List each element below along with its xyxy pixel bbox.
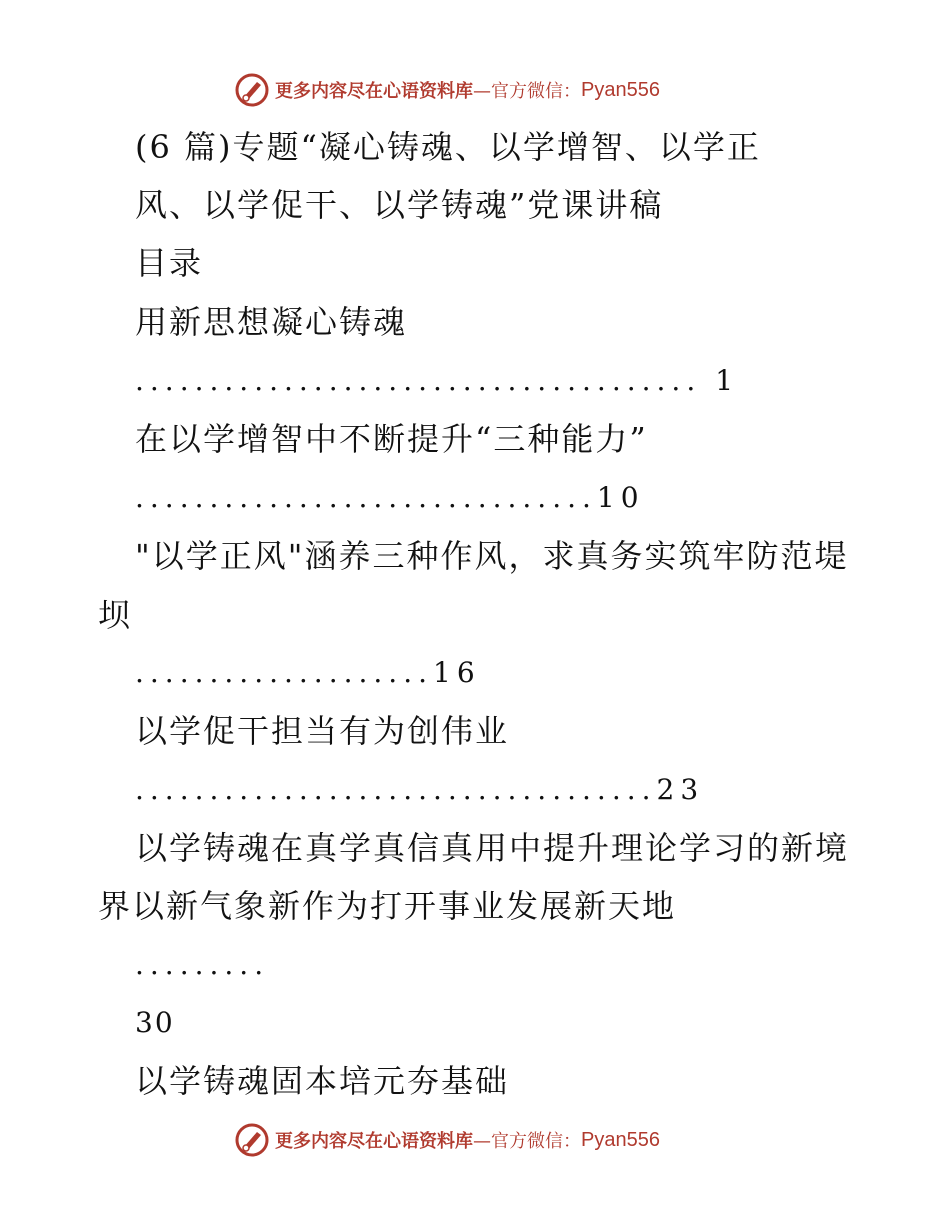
- toc-entry-2-leader: [135, 478, 645, 518]
- watermark-separator: —官方微信：: [473, 1131, 581, 1152]
- toc-heading: 目录: [135, 244, 204, 282]
- watermark-separator: —官方微信：: [473, 81, 581, 102]
- watermark-id: Pyan556: [581, 1128, 660, 1151]
- toc-entry-1-leader: [135, 361, 739, 401]
- page-number: 16: [433, 656, 481, 689]
- toc-entry-1-title: 用新思想凝心铸魂: [135, 303, 408, 341]
- toc-entry-5-leader: [135, 945, 269, 985]
- toc-entry-3-title-line-1: "以学正风"涵养三种作风，求真务实筑牢防范堤: [135, 537, 849, 575]
- logo-icon: [235, 1123, 269, 1157]
- leader-dots: ...............................: [135, 481, 597, 514]
- toc-entry-3-leader: [135, 653, 481, 693]
- document-title-line-2: 风、以学促干、以学铸魂”党课讲稿: [135, 186, 664, 224]
- footer-watermark: [235, 1120, 660, 1160]
- watermark-text: 更多内容尽在心语资料库: [275, 81, 473, 102]
- page-number: 10: [596, 481, 645, 514]
- logo-icon: [235, 73, 269, 107]
- page-number: 23: [656, 773, 705, 806]
- page-number: 1: [715, 364, 740, 397]
- toc-entry-4-leader: [135, 770, 704, 810]
- leader-dots: ......................................: [135, 364, 702, 397]
- toc-entry-6-title: 以学铸魂固本培元夯基础: [135, 1062, 510, 1100]
- toc-entry-2-title: 在以学增智中不断提升“三种能力”: [135, 420, 648, 458]
- toc-entry-5-title-line-1: 以学铸魂在真学真信真用中提升理论学习的新境: [135, 829, 850, 867]
- leader-dots: ...................................: [135, 773, 657, 806]
- toc-entry-5-title-line-2: 界以新气象新作为打开事业发展新天地: [98, 887, 677, 925]
- toc-entry-3-title-line-2: 坝: [98, 596, 133, 634]
- toc-entry-4-title: 以学促干担当有为创伟业: [135, 712, 510, 750]
- header-watermark: [235, 70, 660, 110]
- watermark-id: Pyan556: [581, 78, 660, 101]
- document-title-line-1: (6 篇)专题“凝心铸魂、以学增智、以学正: [135, 128, 761, 166]
- leader-dots: .........: [135, 948, 270, 981]
- leader-dots: ....................: [135, 656, 434, 689]
- watermark-text: 更多内容尽在心语资料库: [275, 1131, 473, 1152]
- toc-entry-5-page-number: 30: [135, 1006, 175, 1039]
